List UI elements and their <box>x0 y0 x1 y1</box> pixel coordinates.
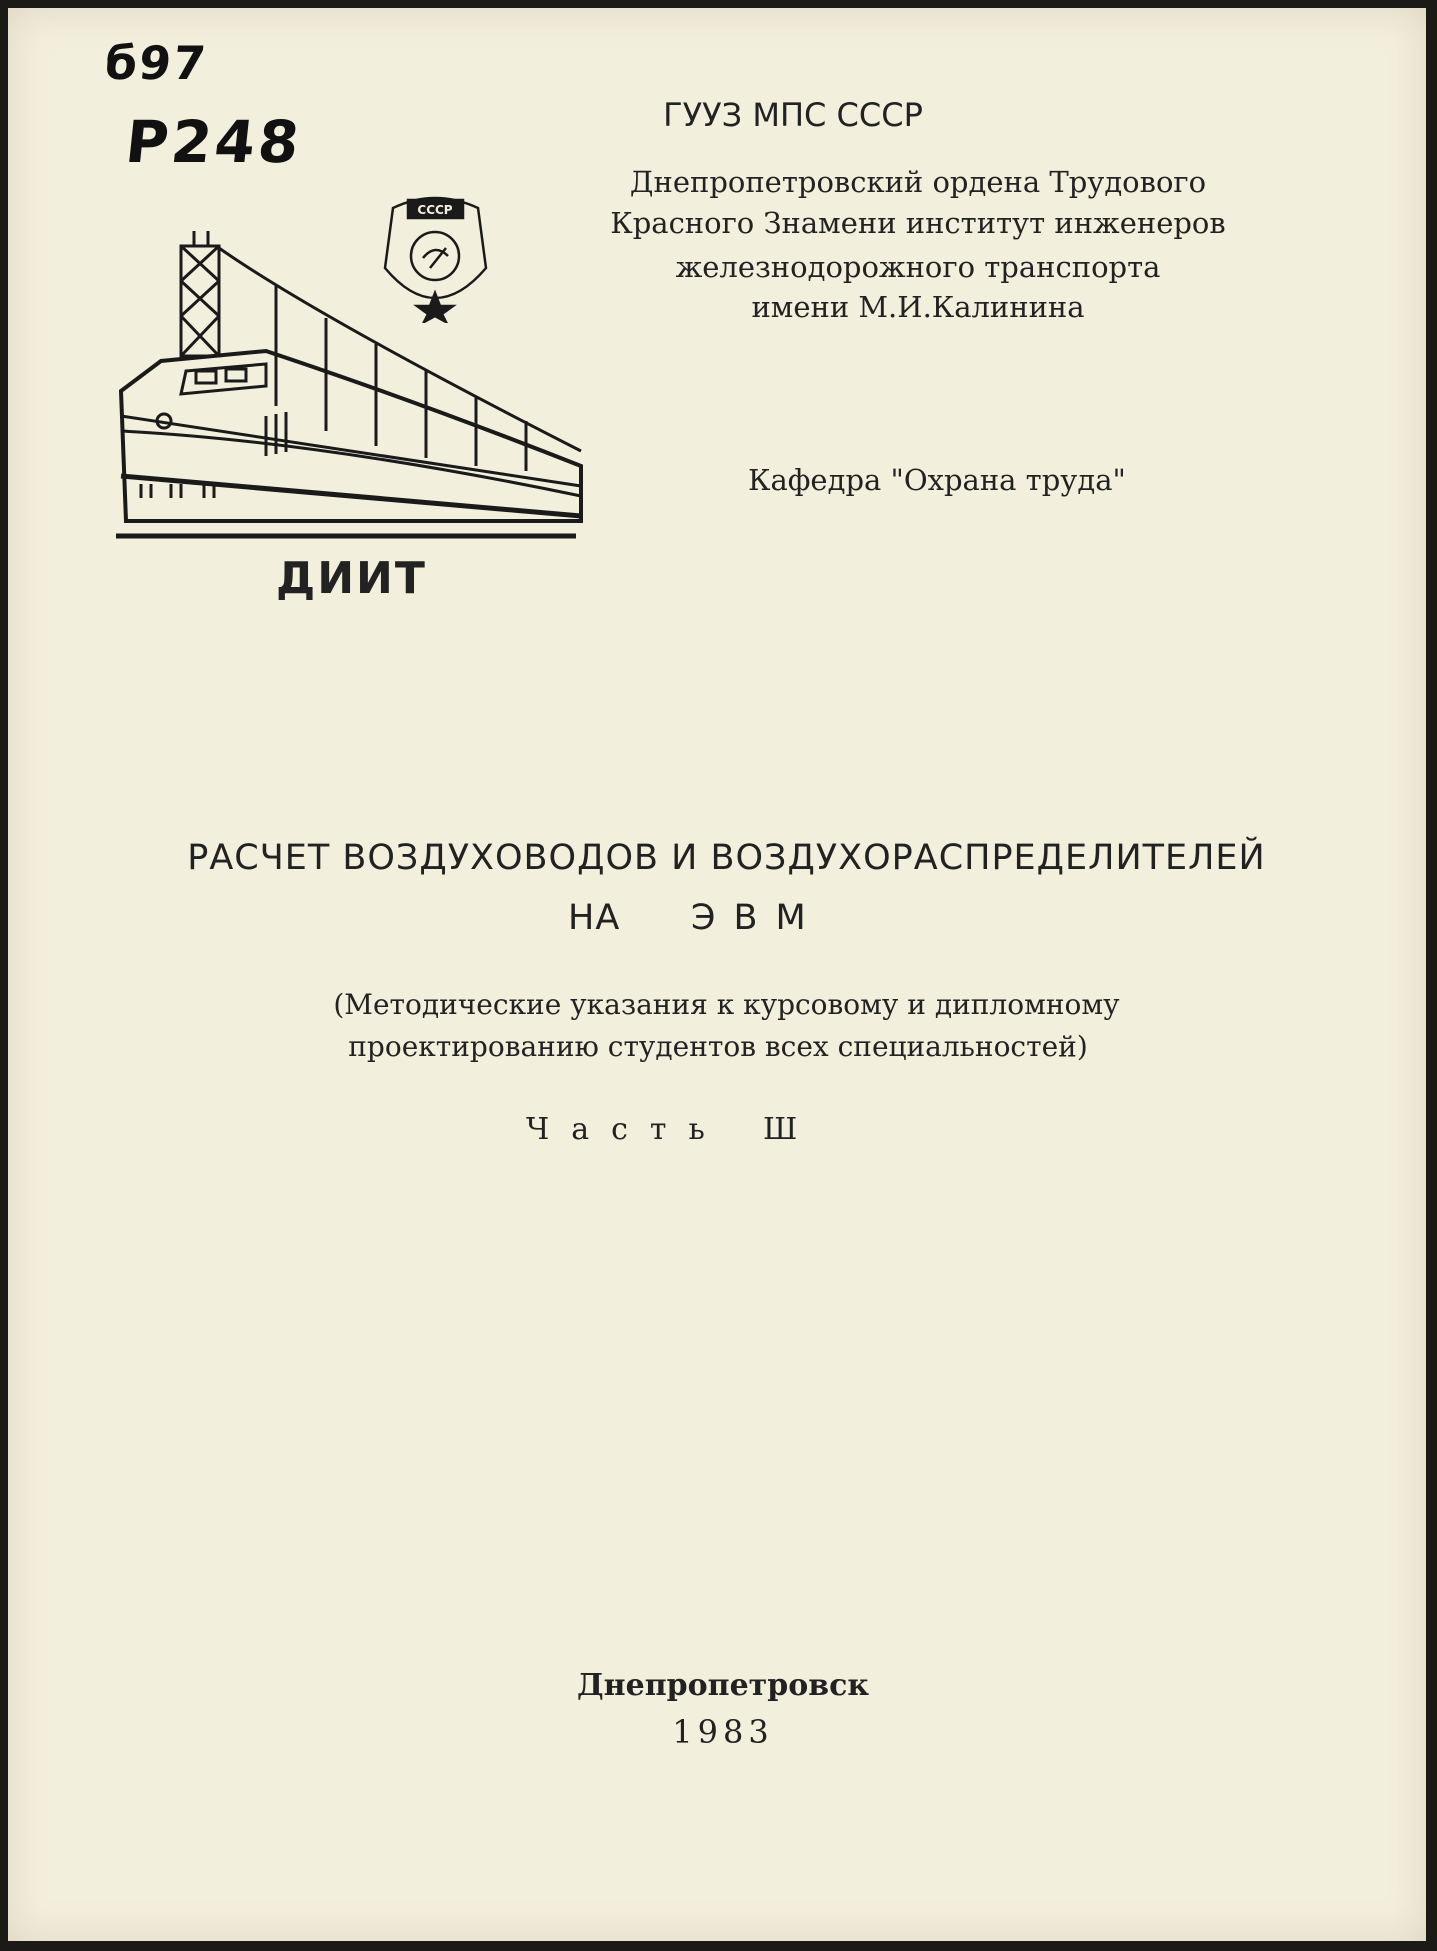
handwritten-code-2: Р248 <box>122 108 306 176</box>
part-number: Ш <box>763 1112 798 1147</box>
subtitle-line-1: (Методические указания к курсовому и дипломному <box>333 988 1120 1021</box>
document-title-line-2a: НА <box>568 898 621 938</box>
institute-line-4: имени М.И.Калинина <box>751 290 1085 324</box>
publication-year: 1983 <box>672 1713 774 1751</box>
institute-line-3: железнодорожного транспорта <box>675 250 1161 284</box>
subtitle-line-2: проектированию студентов всех специальностей) <box>348 1030 1088 1063</box>
part-label: Часть <box>526 1112 727 1147</box>
ministry-name: ГУУЗ МПС СССР <box>663 96 923 134</box>
department-name: Кафедра "Охрана труда" <box>748 463 1126 497</box>
emblem-text: СССР <box>417 203 453 217</box>
handwritten-code-1: б97 <box>102 36 210 90</box>
publication-city: Днепропетровск <box>576 1668 870 1703</box>
document-title-line-1: РАСЧЕТ ВОЗДУХОВОДОВ И ВОЗДУХОРАСПРЕДЕЛИТЕЛЕЙ <box>187 838 1266 878</box>
order-emblem-icon <box>378 188 493 323</box>
logo-caption: ДИИТ <box>276 553 427 604</box>
institute-line-2: Красного Знамени институт инженеров <box>610 206 1226 240</box>
institute-line-1: Днепропетровский ордена Трудового <box>629 165 1207 199</box>
diit-train-logo-icon <box>116 226 596 556</box>
document-title-line-2b: ЭВМ <box>691 898 824 938</box>
document-page <box>8 8 1426 1941</box>
